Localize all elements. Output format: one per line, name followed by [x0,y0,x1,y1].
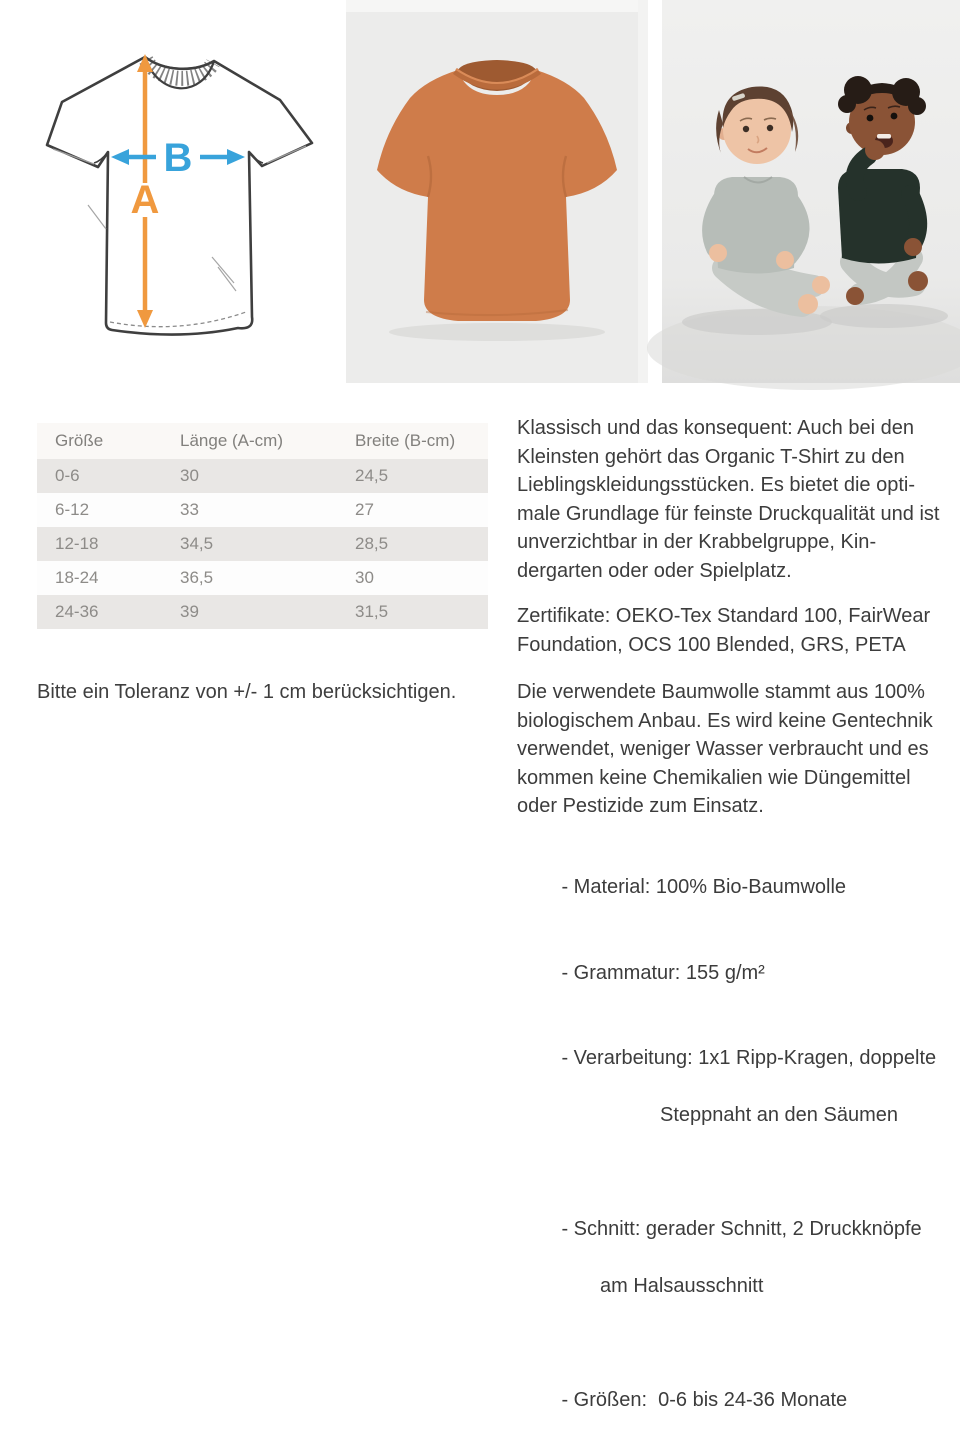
tolerance-note: Bitte ein Toleranz von +/- 1 cm berücksichtigen. [37,678,497,706]
table-row [37,527,488,561]
size-table [37,423,488,629]
spec-item-groessen: - Größen: 0-6 bis 24-36 Monate [517,1358,949,1443]
table-row [37,561,488,595]
table-cell: 6-12 [37,493,162,527]
product-description [517,414,949,1443]
spec-item-grammatur: - Grammatur: 155 g/m² [517,930,949,1016]
tshirt-measurement-diagram [30,45,330,345]
column-header-width: Breite (B-cm) [337,423,488,459]
spec-item-schnitt: - Schnitt: gerader Schnitt, 2 Druckknöpfe am Halsausschnitt [517,1187,949,1358]
model-photo-two-babies [662,0,960,383]
spec-list [517,845,949,1443]
column-header-length: Länge (A-cm) [162,423,337,459]
babies-photo-illustration [662,0,960,383]
table-cell: 34,5 [162,527,337,561]
table-cell: 39 [162,595,337,629]
table-cell: 18-24 [37,561,162,595]
spec-item-material: - Material: 100% Bio-Baumwolle [517,845,949,931]
size-diagram-image [30,45,330,345]
table-cell: 27 [337,493,488,527]
table-cell: 0-6 [37,459,162,493]
certificates-paragraph: Zertifikate: OEKO-Tex Standard 100, FairWear Foundation, OCS 100 Blended, GRS, PETA [517,602,949,659]
table-cell: 31,5 [337,595,488,629]
size-table-header-row [37,423,488,459]
label-a: A [131,178,160,222]
orange-tshirt-image [346,0,648,383]
table-cell: 24,5 [337,459,488,493]
table-cell: 28,5 [337,527,488,561]
table-cell: 30 [337,561,488,595]
tshirt-outline-drawing [47,57,312,335]
description-paragraph: Klassisch und das konsequent: Auch bei den Kleinsten gehört das Organic T-Shirt zu den Lieblingskleidungsstücken. Es bietet die optimale Grundlage für feinste Druckqualität und ist unverzichtbar in der Krabbelgruppe, Kindergarten oder oder Spielplatz. [517,414,949,585]
column-header-size: Größe [37,423,162,459]
cotton-paragraph: Die verwendete Baumwolle stammt aus 100% biologischem Anbau. Es wird keine Gentechnik verwendet, weniger Wasser verbraucht und es kommen keine Chemikalien wie Düngemittel oder Pestizide zum Einsatz. [517,678,949,821]
spec-item-verarbeitung: - Verarbeitung: 1x1 Ripp-Kragen, doppelte Steppnaht an den Säumen [517,1016,949,1187]
product-photo-orange-tshirt [346,0,648,383]
table-row [37,493,488,527]
label-b: B [164,136,193,180]
table-cell: 24-36 [37,595,162,629]
table-cell: 36,5 [162,561,337,595]
table-cell: 33 [162,493,337,527]
table-row [37,459,488,493]
table-cell: 30 [162,459,337,493]
table-cell: 12-18 [37,527,162,561]
table-row [37,595,488,629]
